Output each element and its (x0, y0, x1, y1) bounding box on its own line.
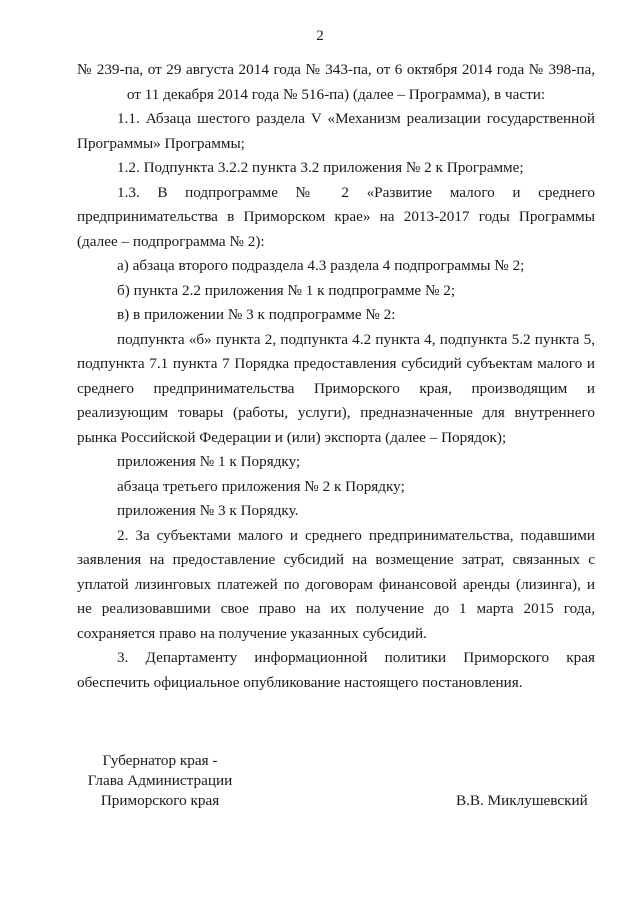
signatory-name: В.В. Миклушевский (456, 792, 588, 809)
signatory-title-line-1: Губернатор края - (102, 752, 218, 769)
document-body (77, 58, 595, 695)
paragraph-item-v: в) в приложении № 3 к подпрограмме № 2: (117, 306, 396, 323)
paragraph-1-1: 1.1. Абзаца шестого раздела V «Механизм реализации государственной Программы» Программы; (77, 110, 595, 152)
page-number: 2 (316, 28, 324, 44)
paragraph-1-3: 1.3. В подпрограмме № 2 «Развитие малого и среднего предпринимательства в Приморском крае» на 2013-2017 годы Программы (далее – подпрограмма № 2): (77, 183, 595, 250)
paragraph-appendix-1: приложения № 1 к Порядку; (117, 453, 301, 470)
paragraph-2: 2. За субъектами малого и среднего предпринимательства, подавшими заявления на предоставление субсидий на возмещение затрат, связанных с уплатой лизинговых платежей по договорам финансовой аренды (лизинга), и не реализовавшими свое право на их получение до 1 марта 2015 года, сохраняется право на получение указанных субсидий. (77, 526, 595, 642)
paragraph-appendix-3: приложения № 3 к Порядку. (117, 502, 299, 519)
paragraph-continuation-line-2: от 11 декабря 2014 года № 516-па) (далее – Программа), в части: (126, 85, 546, 103)
signatory-title-line-3: Приморского края (100, 792, 220, 809)
signatory-title (75, 751, 245, 811)
paragraph-item-a: а) абзаца второго подраздела 4.3 раздела 4 подпрограммы № 2; (117, 257, 525, 274)
paragraph-appendix-2: абзаца третьего приложения № 2 к Порядку; (117, 477, 405, 495)
paragraph-item-b: б) пункта 2.2 приложения № 1 к подпрограмме № 2; (117, 281, 456, 299)
paragraph-subitems: подпункта «б» пункта 2, подпункта 4.2 пункта 4, подпункта 5.2 пункта 5, подпункта 7.1 пункта 7 Порядка предоставления субсидий субъектам малого и среднего предпринимательства Приморского края, производящим и реализующим товары (работы, услуги), предназначенные для внутреннего рынка Российской Федерации и (или) экспорта (далее – Порядок); (77, 330, 595, 446)
paragraph-1-2: 1.2. Подпункта 3.2.2 пункта 3.2 приложения № 2 к Программе; (117, 159, 524, 176)
paragraph-continuation-line-1: № 239-па, от 29 августа 2014 года № 343-па, от 6 октября 2014 года № 398-па, (77, 61, 595, 78)
paragraph-3: 3. Департаменту информационной политики Приморского края обеспечить официальное опубликование настоящего постановления. (77, 649, 595, 691)
signatory-title-line-2: Глава Администрации (87, 772, 233, 789)
